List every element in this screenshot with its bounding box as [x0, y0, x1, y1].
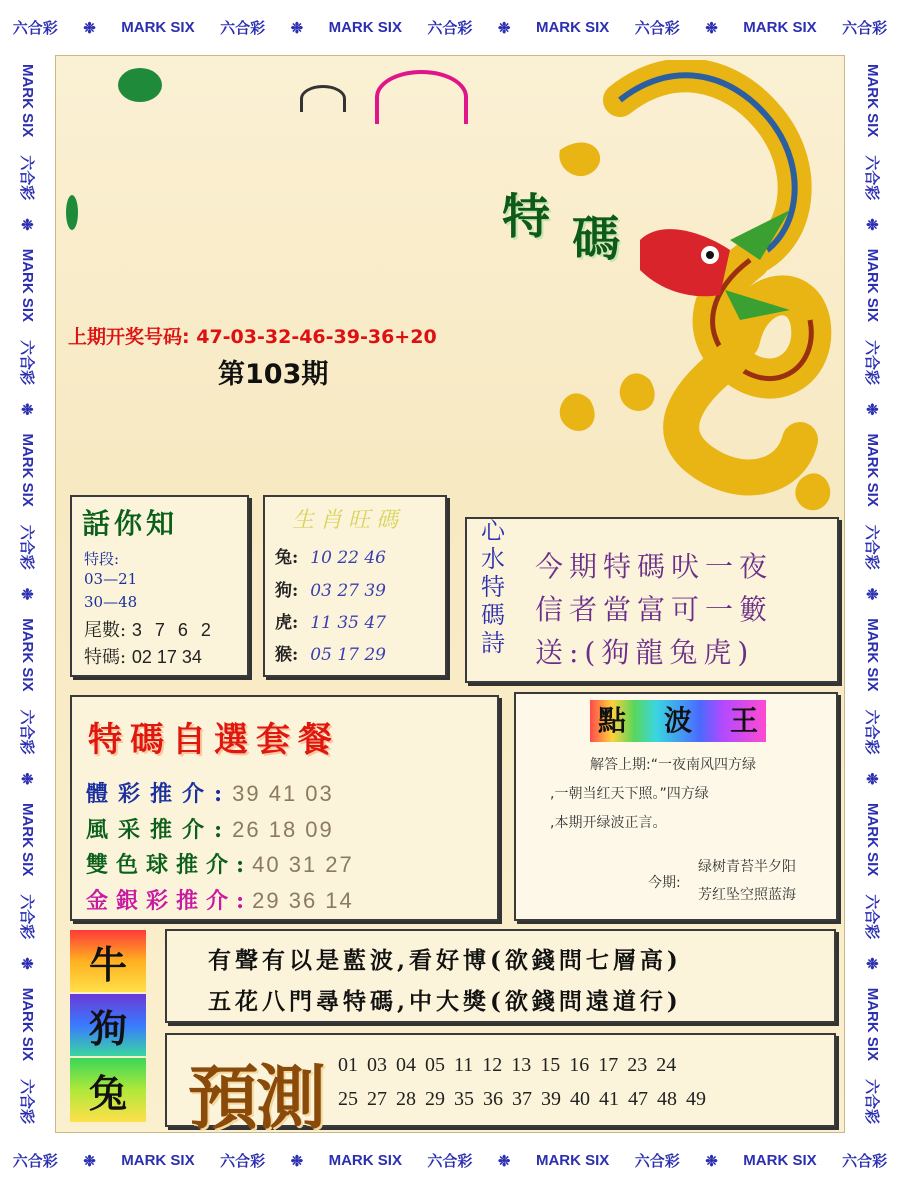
zodiac-label: 兔: — [275, 548, 299, 568]
brand-cn: 六合彩 — [427, 20, 473, 37]
brand-cn: 六合彩 — [634, 20, 680, 37]
prediction-label: 預測 — [188, 1056, 324, 1139]
flower-icon: ❉ — [863, 772, 881, 786]
tema-label: 特碼: — [84, 647, 127, 668]
brand-en: MARK SIX — [328, 19, 402, 36]
brand-en: MARK SIX — [864, 248, 881, 323]
last-draw-numbers: 47-03-32-46-39-36+20 — [196, 326, 437, 348]
zodiac-side-dog: 狗 — [70, 994, 146, 1056]
wave-king-char: 王 — [722, 700, 766, 742]
wave-king-char — [700, 700, 722, 742]
slogan-line: 五花八門尋特碼,中大獎(欲錢問遠道行) — [208, 988, 682, 1015]
flower-icon: ❉ — [83, 1152, 96, 1170]
recommend-label: 風采推介: — [86, 817, 233, 843]
brand-en: MARK SIX — [121, 19, 195, 36]
brand-cn: 六合彩 — [863, 524, 880, 570]
slogan-line: 有聲有以是藍波,看好博(欲錢問七層高) — [208, 947, 682, 974]
zodiac-label: 虎: — [275, 613, 299, 633]
brand-en: MARK SIX — [864, 987, 881, 1062]
zodiac-side-rabbit: 兔 — [70, 1058, 146, 1122]
zodiac-row — [275, 543, 435, 568]
flower-icon: ❉ — [18, 957, 36, 970]
zodiac-row — [275, 608, 435, 633]
issue-number: 第103期 — [218, 359, 329, 390]
flower-icon: ❉ — [18, 402, 36, 416]
poem-line: 信者當富可一籔 — [535, 593, 774, 626]
brand-cn: 六合彩 — [18, 340, 35, 386]
brand-cn: 六合彩 — [220, 20, 266, 37]
zodiac-values: 10 22 46 — [310, 548, 386, 568]
poem-title-char: 詩 — [481, 629, 505, 657]
brand-cn: 六合彩 — [220, 1153, 266, 1170]
zodiac-values: 05 17 29 — [310, 645, 386, 665]
duan-range: 03—21 — [84, 570, 138, 588]
last-draw — [68, 322, 437, 349]
brand-en: MARK SIX — [864, 63, 881, 138]
brand-cn: 六合彩 — [427, 1153, 473, 1170]
zodiac-values: 11 35 47 — [310, 613, 386, 633]
zodiac-row — [275, 640, 435, 665]
dragon-illustration — [500, 60, 845, 520]
brand-cn: 六合彩 — [863, 155, 880, 201]
recommend-label: 雙色球推介: — [86, 852, 253, 878]
hua-ni-zhi-title: 話你知 — [82, 507, 179, 540]
flower-icon: ❉ — [18, 587, 36, 601]
decor-bubble — [118, 68, 162, 102]
tema-char: 特 — [502, 189, 551, 245]
poem-line: 送:(狗龍兔虎) — [535, 636, 755, 669]
recommend-values: 39 41 03 — [232, 781, 334, 806]
zodiac-label: 猴: — [275, 645, 299, 665]
brand-en: MARK SIX — [535, 19, 610, 36]
flower-icon: ❉ — [705, 1152, 718, 1170]
brand-cn: 六合彩 — [18, 894, 35, 940]
brand-cn: 六合彩 — [12, 1153, 58, 1170]
brand-cn: 六合彩 — [634, 1153, 680, 1170]
flower-icon: ❉ — [863, 402, 881, 416]
brand-cn: 六合彩 — [18, 709, 35, 755]
wave-today-line: 绿树青苔半夕阳 — [698, 859, 796, 875]
wave-answer-line: 解答上期:“一夜南风四方绿 — [590, 757, 756, 773]
wave-king-char — [634, 700, 656, 742]
brand-en: MARK SIX — [535, 1152, 610, 1169]
wave-answer-line: ,一朝当红天下照。”四方绿 — [550, 786, 709, 802]
brand-en: MARK SIX — [864, 802, 881, 877]
duan-range: 30—48 — [84, 593, 138, 611]
last-draw-label: 上期开奖号码: — [68, 326, 190, 348]
brand-en: MARK SIX — [19, 433, 36, 507]
brand-cn: 六合彩 — [842, 1153, 888, 1170]
tema-values: 02 17 34 — [131, 647, 202, 667]
tema-char: 碼 — [572, 211, 621, 267]
zodiac-label: 狗: — [275, 581, 299, 601]
zodiac-title: 生肖旺碼 — [292, 508, 405, 533]
zodiac-row — [275, 576, 435, 601]
brand-cn: 六合彩 — [863, 1079, 880, 1125]
brand-en: MARK SIX — [864, 618, 881, 692]
brand-en: MARK SIX — [743, 1152, 817, 1169]
recommend-values: 29 36 14 — [252, 888, 354, 913]
brand-cn: 六合彩 — [863, 894, 880, 940]
brand-en: MARK SIX — [19, 248, 36, 323]
poem-title-char: 碼 — [481, 601, 505, 629]
brand-en: MARK SIX — [19, 618, 36, 692]
package-title: 特碼自選套餐 — [88, 720, 340, 760]
brand-en: MARK SIX — [328, 1152, 402, 1169]
wave-today-label: 今期: — [648, 875, 681, 891]
brand-cn: 六合彩 — [18, 1079, 35, 1125]
poem-title-char: 心 — [481, 517, 505, 545]
flower-icon: ❉ — [863, 218, 881, 231]
flower-icon: ❉ — [705, 19, 718, 37]
brand-cn: 六合彩 — [18, 155, 35, 201]
zodiac-values: 03 27 39 — [310, 581, 386, 601]
recommend-values: 40 31 27 — [252, 852, 354, 877]
decor-bubble — [375, 70, 468, 124]
prediction-row: 25 27 28 29 35 36 37 39 40 41 47 48 49 — [338, 1088, 706, 1110]
flower-icon: ❉ — [863, 957, 881, 970]
flower-icon: ❉ — [863, 587, 881, 601]
decor-bubble — [300, 85, 346, 112]
border-bottom — [0, 1133, 900, 1188]
flower-icon: ❉ — [290, 19, 304, 37]
flower-icon: ❉ — [497, 19, 511, 37]
brand-cn: 六合彩 — [863, 709, 880, 755]
brand-cn: 六合彩 — [863, 340, 880, 386]
wave-answer-line: ,本期开绿波正言。 — [550, 815, 667, 831]
brand-en: MARK SIX — [121, 1152, 195, 1169]
flower-icon: ❉ — [18, 772, 36, 786]
flower-icon: ❉ — [290, 1152, 304, 1170]
brand-cn: 六合彩 — [842, 20, 888, 37]
poem-title-char: 水 — [481, 545, 505, 573]
border-right — [845, 55, 900, 1133]
brand-en: MARK SIX — [19, 987, 36, 1062]
tail-row — [84, 616, 215, 642]
brand-cn: 六合彩 — [12, 20, 58, 37]
recommend-values: 26 18 09 — [232, 817, 334, 842]
recommend-row — [86, 813, 334, 844]
decor-bubble — [66, 195, 78, 230]
border-left — [0, 55, 55, 1133]
zodiac-side-ox: 牛 — [70, 930, 146, 992]
poem-title-char: 特 — [481, 573, 505, 601]
recommend-label: 金銀彩推介: — [86, 888, 253, 914]
poem-line: 今期特碼吠一夜 — [535, 550, 774, 583]
flower-icon: ❉ — [83, 19, 96, 37]
border-top — [0, 0, 900, 55]
flower-icon: ❉ — [497, 1152, 511, 1170]
recommend-label: 體彩推介: — [86, 781, 233, 807]
brand-en: MARK SIX — [743, 19, 817, 36]
wave-king-char: 波 — [656, 700, 700, 742]
recommend-row — [86, 848, 354, 879]
duan-label: 特段: — [84, 550, 120, 568]
recommend-row — [86, 884, 354, 915]
brand-en: MARK SIX — [19, 802, 36, 877]
flower-icon: ❉ — [18, 218, 36, 231]
wave-king-title — [590, 700, 766, 742]
tema-row — [84, 643, 202, 669]
recommend-row — [86, 777, 334, 808]
wave-king-char: 點 — [590, 700, 634, 742]
brand-en: MARK SIX — [864, 433, 881, 507]
wave-today-line: 芳红坠空照蓝海 — [698, 887, 796, 903]
poem-vertical-title — [478, 517, 510, 657]
brand-en: MARK SIX — [19, 63, 36, 138]
tail-values: 3 7 6 2 — [131, 620, 215, 640]
brand-cn: 六合彩 — [18, 524, 35, 570]
tail-label: 尾數: — [84, 620, 127, 641]
prediction-row: 01 03 04 05 11 12 13 15 16 17 23 24 — [338, 1054, 677, 1076]
